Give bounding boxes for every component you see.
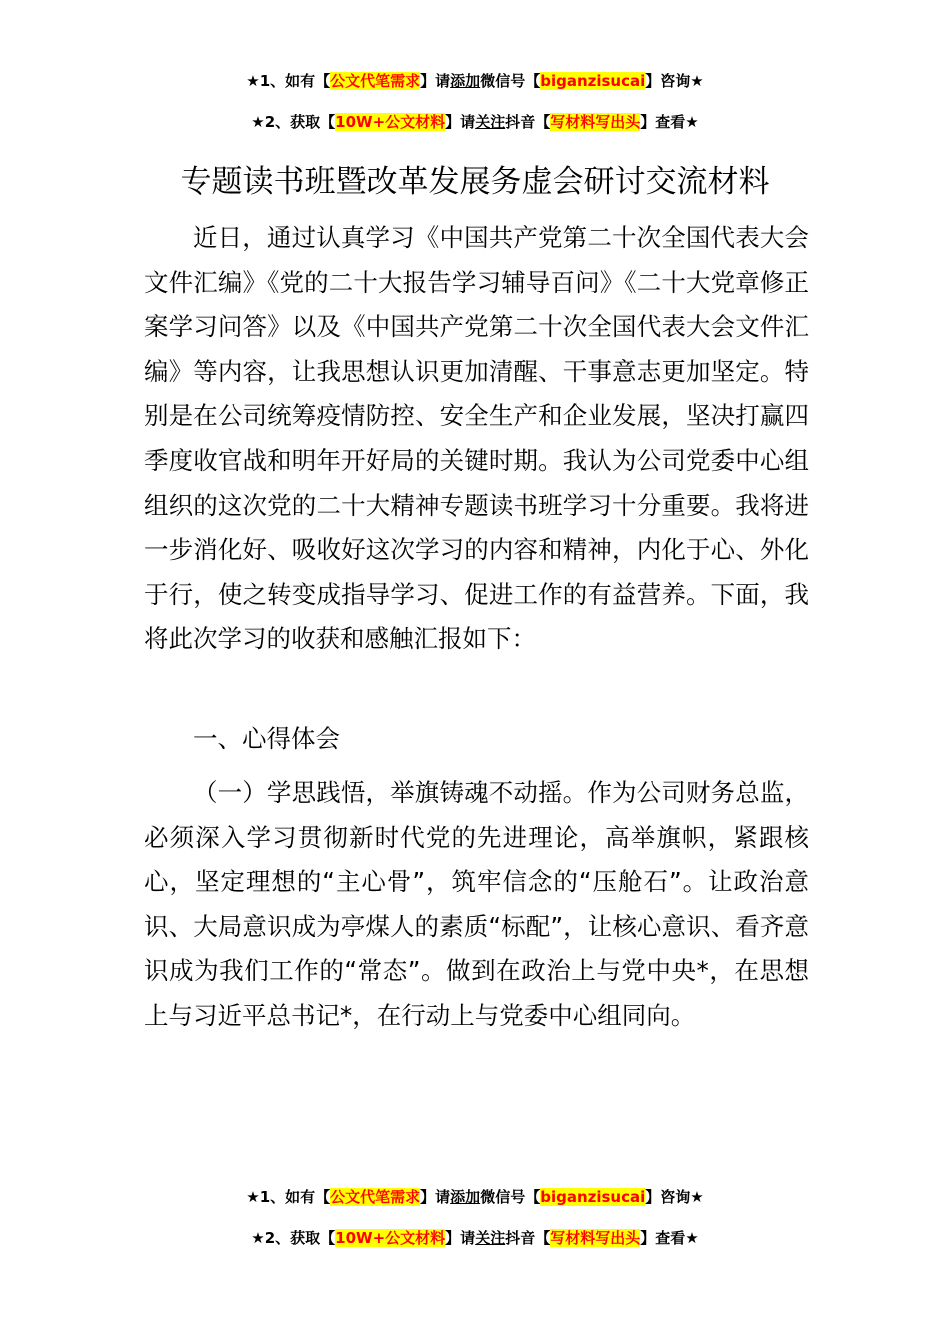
promo-text: 】请 xyxy=(445,113,476,131)
star-icon: ★ xyxy=(685,113,699,131)
promo-text: 2、获取【 xyxy=(264,113,336,131)
section-1-paragraph-1: （一）学思践悟，举旗铸魂不动摇。作为公司财务总监，必须深入学习贯彻新时代党的先进理论，高举旗帜，紧跟核心，坚定理想的“主心骨”，筑牢信念的“压舱石”。让政治意识、大局意识成为亭煤人的素质“标配”，让核心意识、看齐意识成为我们工作的“常态”。做到在政治上与党中央*，在思想上与习近平总书记*，在行动上与党委中心组同向。 xyxy=(144,778,809,1030)
promo-text: 抖音【 xyxy=(505,1229,551,1247)
promo-text: 微信号【 xyxy=(480,72,541,90)
promo-wechat-id: biganzisucai xyxy=(540,72,646,90)
promo-text: 1、如有【 xyxy=(259,1188,331,1206)
promo-text: 】请 xyxy=(420,1188,451,1206)
promo-text: 】查看 xyxy=(640,1229,686,1247)
star-icon: ★ xyxy=(685,1229,699,1247)
promo-line-2-top xyxy=(0,111,950,133)
star-icon: ★ xyxy=(251,113,265,131)
promo-highlight: 10W+公文材料 xyxy=(335,1229,446,1247)
promo-text: 】请 xyxy=(445,1229,476,1247)
promo-text: 2、获取【 xyxy=(264,1229,336,1247)
promo-line-2-bottom xyxy=(0,1227,950,1249)
promo-text: 】咨询 xyxy=(645,72,691,90)
promo-underlined: 添加 xyxy=(450,72,481,90)
star-icon: ★ xyxy=(251,1229,265,1247)
promo-douyin-id: 写材料写出头 xyxy=(550,1229,641,1247)
promo-text: 微信号【 xyxy=(480,1188,541,1206)
promo-wechat-id: biganzisucai xyxy=(540,1188,646,1206)
promo-line-1-bottom xyxy=(0,1186,950,1208)
star-icon: ★ xyxy=(246,72,260,90)
star-icon: ★ xyxy=(690,72,704,90)
section-heading-1: 一、心得体会 xyxy=(193,724,340,753)
promo-underlined: 添加 xyxy=(450,1188,481,1206)
promo-text: 】查看 xyxy=(640,113,686,131)
promo-underlined: 关注 xyxy=(475,1229,506,1247)
promo-underlined: 关注 xyxy=(475,113,506,131)
promo-highlight: 公文代笔需求 xyxy=(330,1188,421,1206)
promo-text: 】请 xyxy=(420,72,451,90)
document-title: 专题读书班暨改革发展务虚会研讨交流材料 xyxy=(180,164,770,200)
star-icon: ★ xyxy=(690,1188,704,1206)
promo-highlight: 10W+公文材料 xyxy=(335,113,446,131)
promo-line-1-top xyxy=(0,70,950,92)
intro-paragraph: 近日，通过认真学习《中国共产党第二十次全国代表大会文件汇编》《党的二十大报告学习辅导百问》《二十大党章修正案学习问答》以及《中国共产党第二十次全国代表大会文件汇编》等内容，让我思想认识更加清醒、干事意志更加坚定。特别是在公司统筹疫情防控、安全生产和企业发展，坚决打赢四季度收官战和明年开好局的关键时期。我认为公司党委中心组组织的这次党的二十大精神专题读书班学习十分重要。我将进一步消化好、吸收好这次学习的内容和精神，内化于心、外化于行，使之转变成指导学习、促进工作的有益营养。下面，我将此次学习的收获和感触汇报如下： xyxy=(144,223,809,654)
promo-text: 1、如有【 xyxy=(259,72,331,90)
star-icon: ★ xyxy=(246,1188,260,1206)
promo-douyin-id: 写材料写出头 xyxy=(550,113,641,131)
promo-text: 】咨询 xyxy=(645,1188,691,1206)
promo-highlight: 公文代笔需求 xyxy=(330,72,421,90)
promo-text: 抖音【 xyxy=(505,113,551,131)
